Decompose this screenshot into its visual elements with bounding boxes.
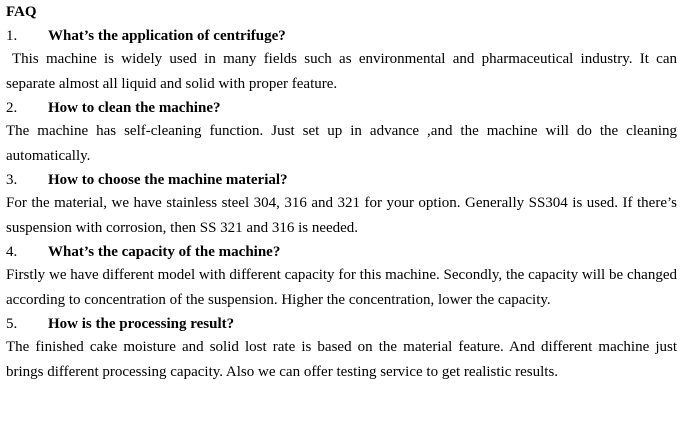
answer-text: The machine has self-cleaning function. Just set up in advance ,and the machine will do the cleaning automatically. <box>6 123 677 164</box>
faq-item-2 <box>6 97 677 169</box>
question-number: 2. <box>6 100 18 116</box>
question-row <box>6 25 677 47</box>
question-row <box>6 169 677 191</box>
answer-text: The finished cake moisture and solid lost rate is based on the material feature. And different machine just brings different processing capacity. Also we can offer testing service to get realistic results. <box>6 339 677 380</box>
answer-text: Firstly we have different model with different capacity for this machine. Secondly, the capacity will be changed according to concentration of the suspension. Higher the concentration, lower the capacity. <box>6 267 677 308</box>
question-row <box>6 241 677 263</box>
question-text: What’s the application of centrifuge? <box>48 28 286 44</box>
question-number: 5. <box>6 316 18 332</box>
question-row <box>6 97 677 119</box>
faq-item-5 <box>6 313 677 385</box>
faq-item-3 <box>6 169 677 241</box>
question-text: How to choose the machine material? <box>48 172 288 188</box>
question-row <box>6 313 677 335</box>
question-number: 1. <box>6 28 18 44</box>
answer-text: For the material, we have stainless steel 304, 316 and 321 for your option. Generally SS304 is used. If there’s suspension with corrosion, then SS 321 and 316 is needed. <box>6 195 677 236</box>
answer-text: This machine is widely used in many fields such as environmental and pharmaceutical industry. It can separate almost all liquid and solid with proper feature. <box>6 51 677 92</box>
faq-item-1 <box>6 25 677 97</box>
question-text: How is the processing result? <box>48 316 235 332</box>
question-text: What’s the capacity of the machine? <box>48 244 281 260</box>
question-text: How to clean the machine? <box>48 100 221 116</box>
question-number: 4. <box>6 244 18 260</box>
faq-item-4 <box>6 241 677 313</box>
faq-heading: FAQ <box>6 4 37 20</box>
question-number: 3. <box>6 172 18 188</box>
